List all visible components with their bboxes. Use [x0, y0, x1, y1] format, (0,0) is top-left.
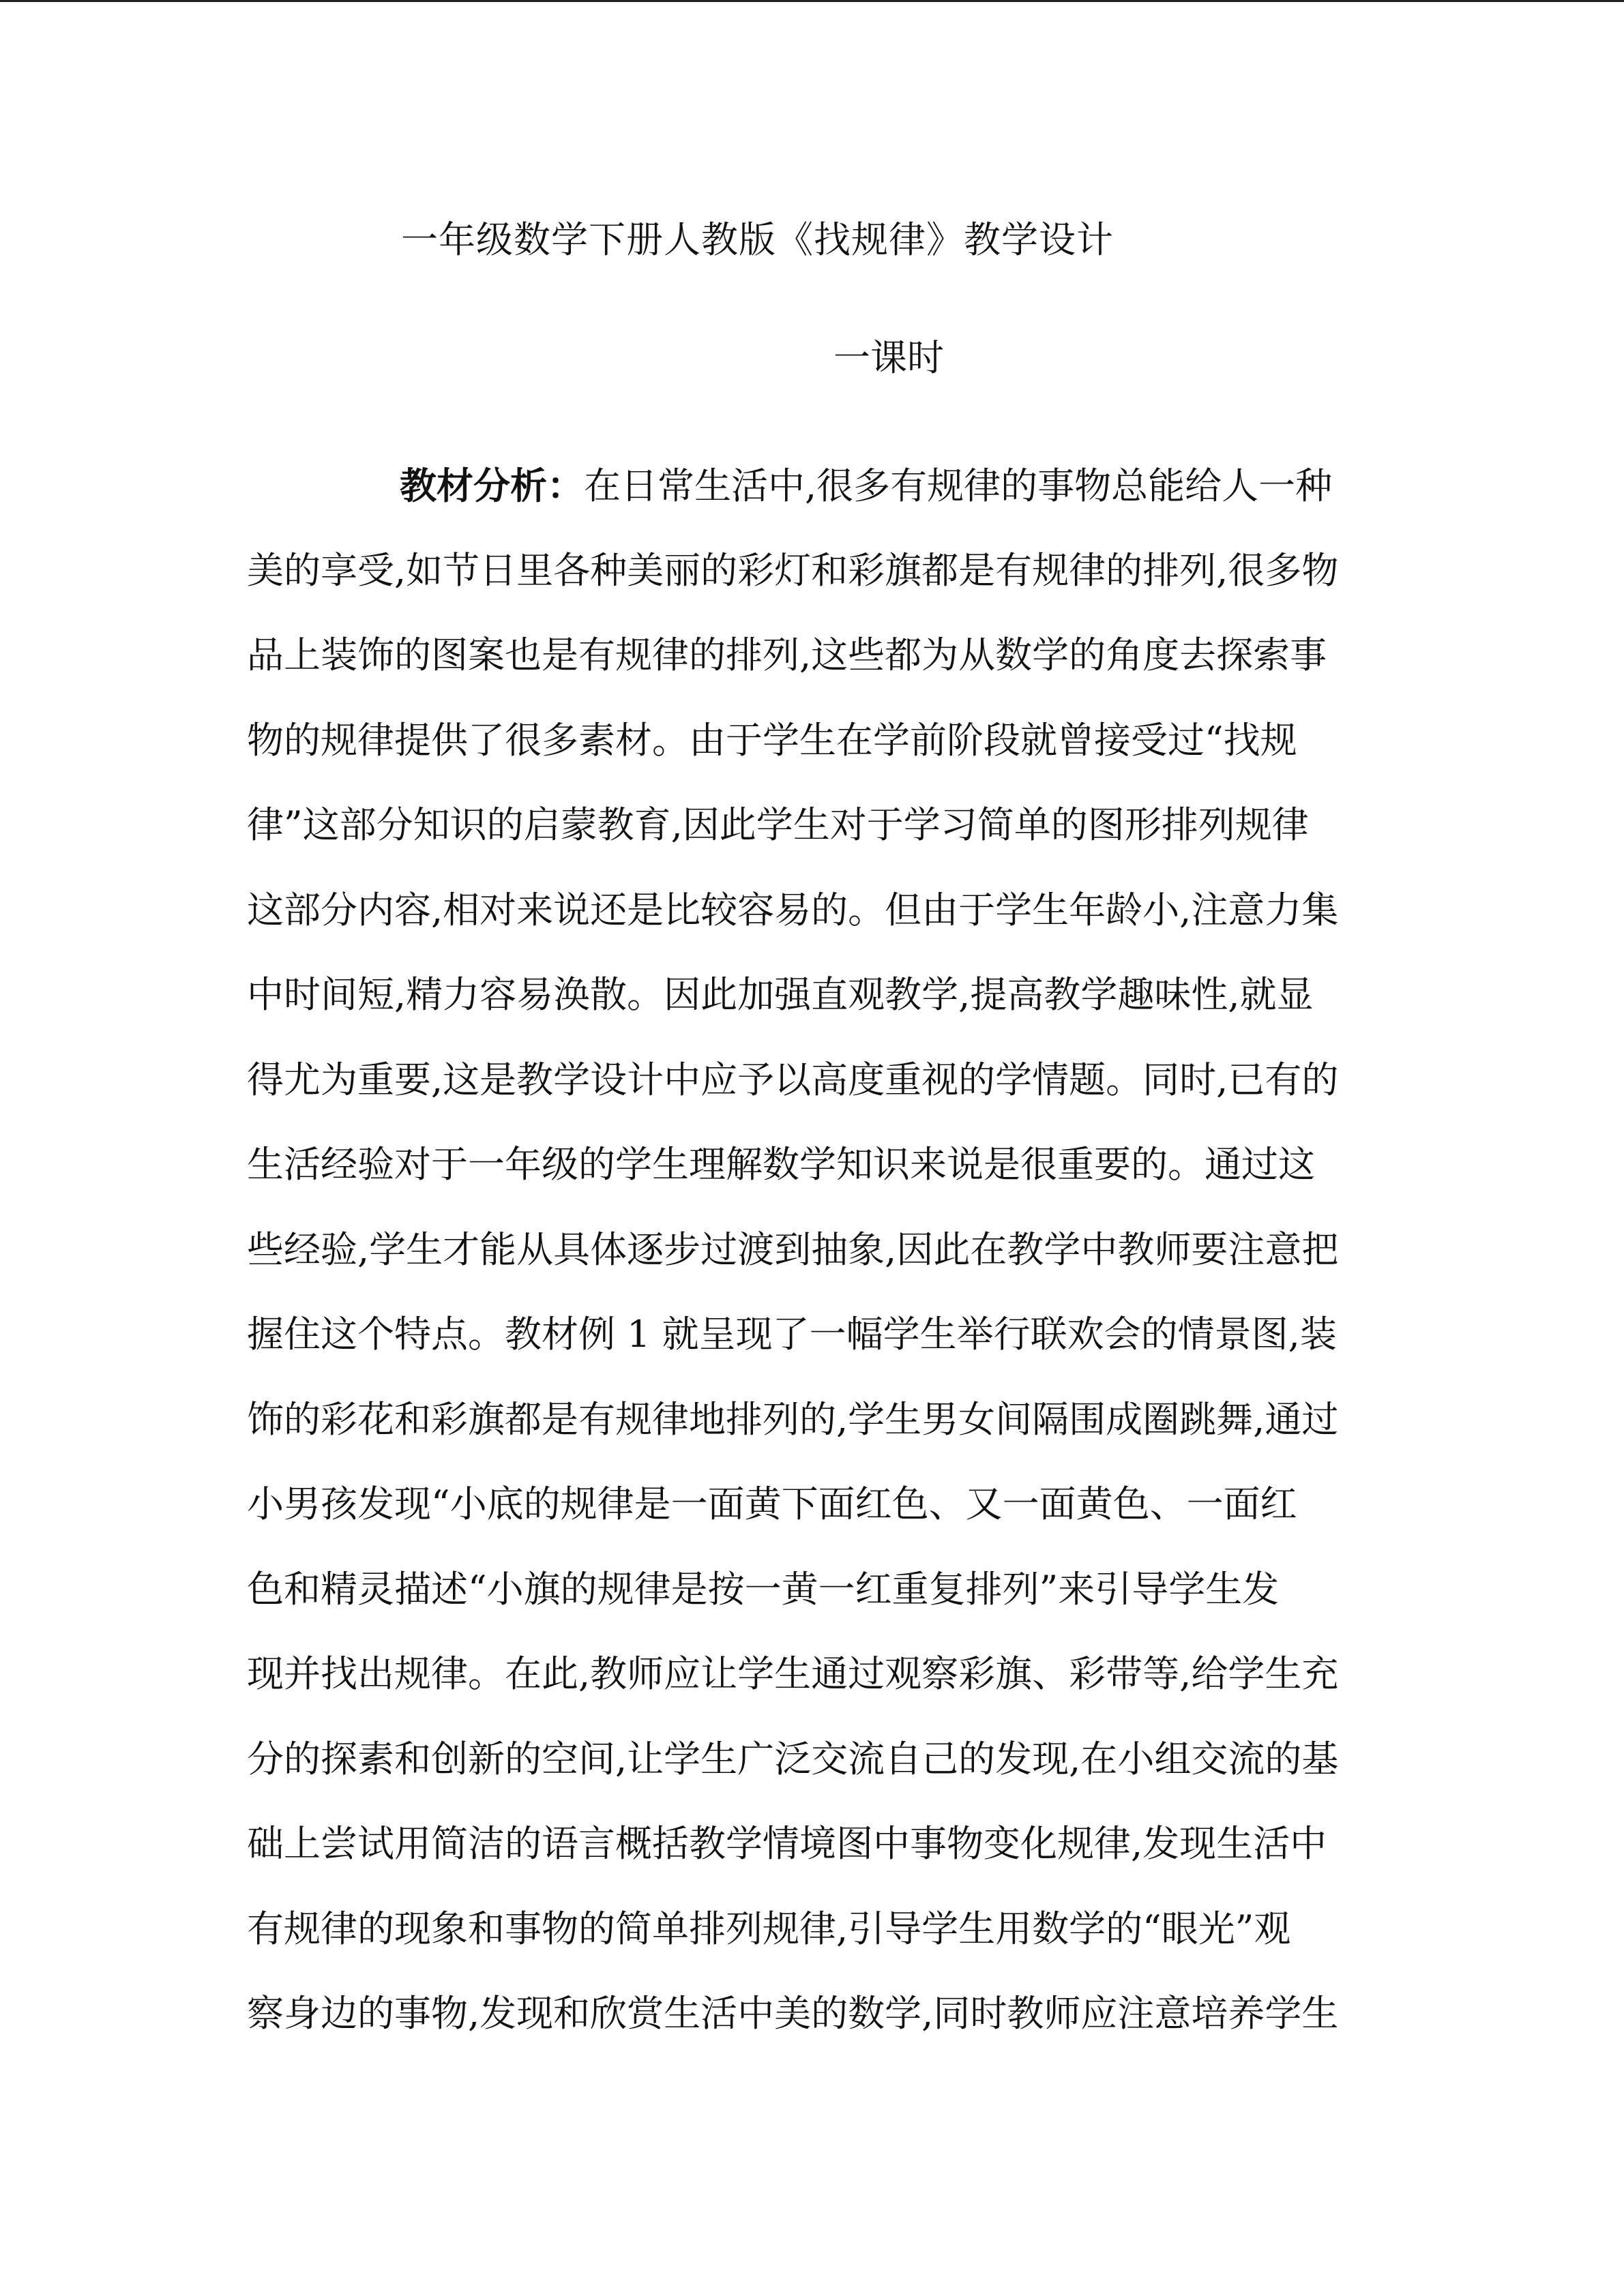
body-line-3: 品上装饰的图案也是有规律的排列,这些都为从数学的角度去探索事 — [247, 633, 1327, 676]
document-body — [247, 443, 1376, 2057]
body-line-13: 小男孩发现“小底的规律是一面黄下面红色、又一面黄色、一面红 — [247, 1482, 1297, 1525]
body-line-8: 得尤为重要,这是教学设计中应予以高度重视的学情题。同时,已有的 — [247, 1058, 1339, 1101]
section-label: 教材分析： — [400, 464, 584, 507]
body-line-16: 分的探素和创新的空间,让学生广泛交流自己的发现,在小组交流的基 — [247, 1737, 1339, 1780]
document-subtitle: 一课时 — [833, 336, 944, 379]
body-line-4: 物的规律提供了很多素材。由于学生在学前阶段就曾接受过“找规 — [247, 718, 1297, 762]
body-line-2: 美的享受,如节日里各种美丽的彩灯和彩旗都是有规律的排列,很多物 — [247, 548, 1339, 592]
body-line-11: 握住这个特点。教材例 1 就呈现了一幅学生举行联欢会的情景图,装 — [247, 1313, 1337, 1356]
body-line-1 — [247, 443, 1376, 528]
body-line-7: 中时间短,精力容易涣散。因此加强直观教学,提高教学趣味性,就显 — [247, 973, 1314, 1016]
body-line-15: 现并找出规律。在此,教师应让学生通过观察彩旗、彩带等,给学生充 — [247, 1652, 1339, 1695]
body-line-text: 在日常生活中,很多有规律的事物总能给人一种 — [584, 464, 1333, 507]
body-line-6: 这部分内容,相对来说还是比较容易的。但由于学生年龄小,注意力集 — [247, 888, 1339, 931]
document-title: 一年级数学下册人教版《找规律》教学设计 — [401, 218, 1114, 261]
body-line-17: 础上尝试用简洁的语言概括教学情境图中事物变化规律,发现生活中 — [247, 1822, 1327, 1865]
body-line-14: 色和精灵描述“小旗的规律是按一黄一红重复排列”来引导学生发 — [247, 1567, 1280, 1611]
body-line-9: 生活经验对于一年级的学生理解数学知识来说是很重要的。通过这 — [247, 1143, 1315, 1186]
body-line-10: 些经验,学生才能从具体逐步过渡到抽象,因此在教学中教师要注意把 — [247, 1227, 1339, 1271]
body-line-5: 律”这部分知识的启蒙教育,因此学生对于学习简单的图形排列规律 — [247, 803, 1309, 846]
body-line-18: 有规律的现象和事物的简单排列规律,引导学生用数学的“眼光”观 — [247, 1907, 1291, 1950]
body-line-19: 察身边的事物,发现和欣赏生活中美的数学,同时教师应注意培养学生 — [247, 1992, 1339, 2035]
body-line-12: 饰的彩花和彩旗都是有规律地排列的,学生男女间隔围成圈跳舞,通过 — [247, 1397, 1339, 1441]
